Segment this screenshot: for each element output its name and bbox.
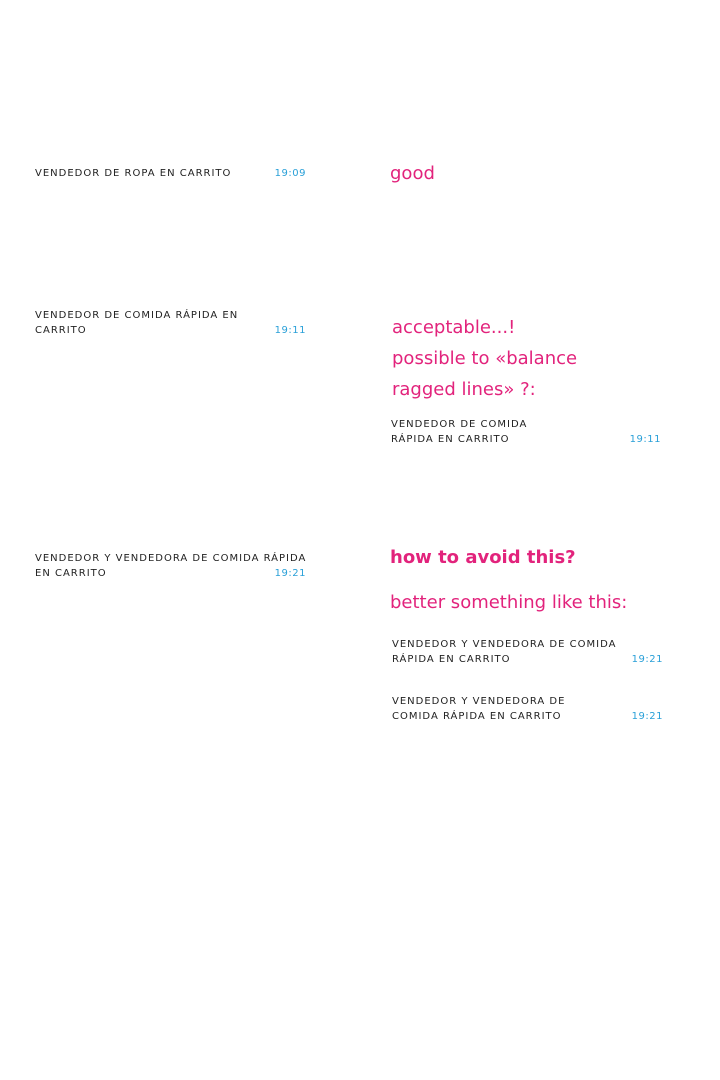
note-acceptable xyxy=(392,312,577,405)
listing-time: 19:11 xyxy=(274,325,306,336)
listing-better-example-1 xyxy=(392,637,663,667)
listing-label-line-2: COMIDA RÁPIDA EN CARRITO xyxy=(392,711,562,722)
listing-label: VENDEDOR DE ROPA EN CARRITO xyxy=(35,168,232,179)
listing-time: 19:21 xyxy=(274,568,306,579)
note-line-3: ragged lines» ?: xyxy=(392,379,536,400)
listing-label-line-1: VENDEDOR DE COMIDA RÁPIDA EN xyxy=(35,310,239,321)
listing-label-line-1: VENDEDOR DE COMIDA xyxy=(391,419,528,430)
listing-time: 19:09 xyxy=(274,168,306,179)
listing-label-line-1: VENDEDOR Y VENDEDORA DE COMIDA RÁPIDA xyxy=(35,553,307,564)
listing-vendedor-vendedora xyxy=(35,551,306,581)
listing-label-line-2: RÁPIDA EN CARRITO xyxy=(391,434,510,445)
note-better: better something like this: xyxy=(390,592,628,613)
listing-label-line-1: VENDEDOR Y VENDEDORA DE COMIDA xyxy=(392,639,617,650)
listing-balanced-example xyxy=(391,417,661,447)
note-how-to-avoid: how to avoid this? xyxy=(390,547,576,568)
listing-label-line-2: CARRITO xyxy=(35,325,87,336)
listing-ropa xyxy=(35,166,306,181)
listing-comida-rapida xyxy=(35,308,306,338)
listing-label-line-2: EN CARRITO xyxy=(35,568,107,579)
listing-time: 19:21 xyxy=(631,654,663,665)
listing-time: 19:11 xyxy=(629,434,661,445)
note-good: good xyxy=(390,163,435,184)
listing-label-line-2: RÁPIDA EN CARRITO xyxy=(392,654,511,665)
note-line-1: acceptable...! xyxy=(392,317,516,338)
listing-better-example-2 xyxy=(392,694,663,724)
note-line-2: possible to «balance xyxy=(392,348,578,369)
listing-label-line-1: VENDEDOR Y VENDEDORA DE xyxy=(392,696,566,707)
listing-time: 19:21 xyxy=(631,711,663,722)
